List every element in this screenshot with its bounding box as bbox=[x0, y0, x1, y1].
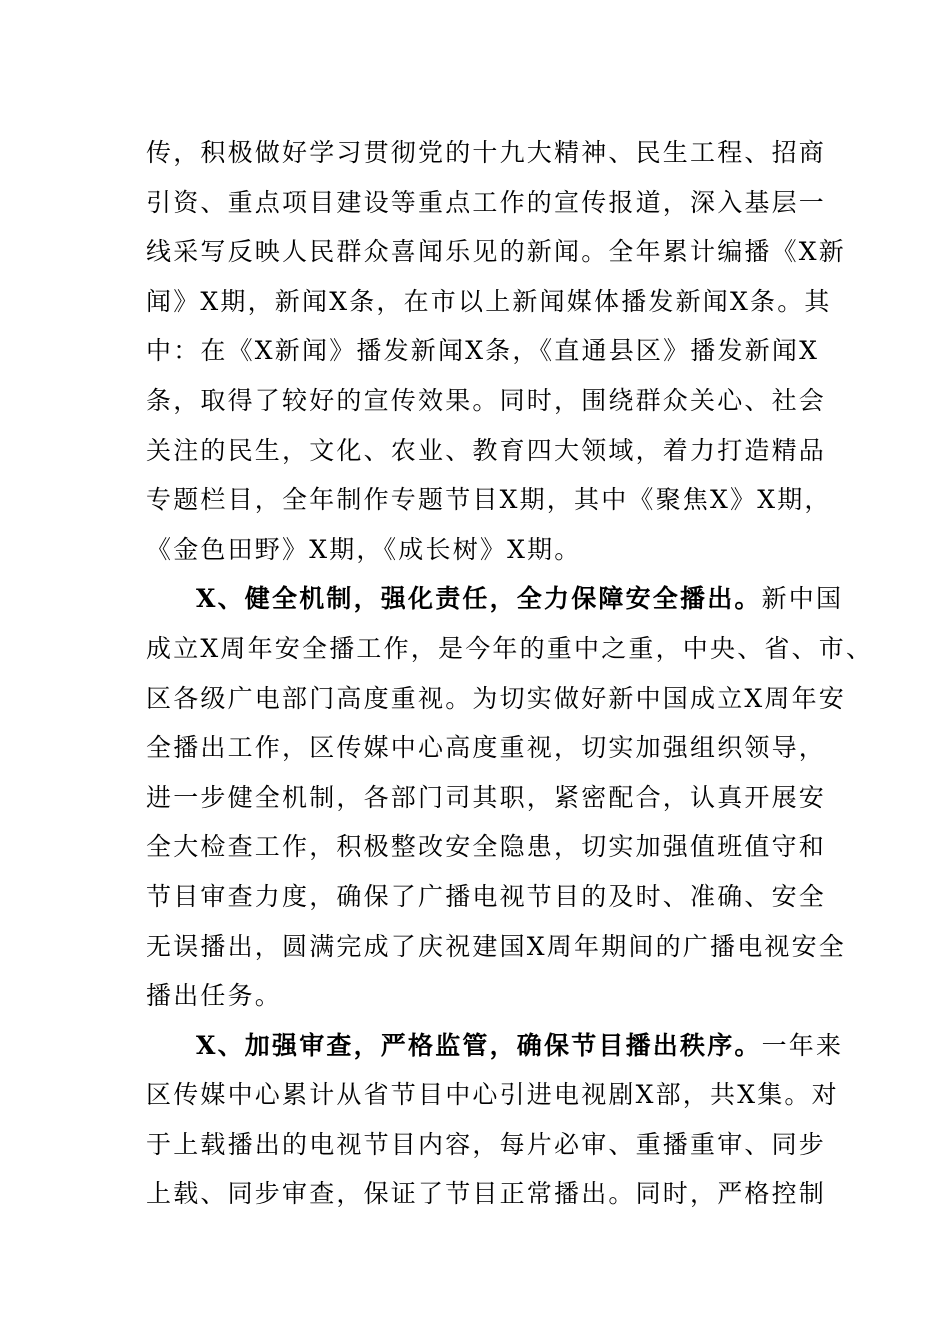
p2-line-1: 成立X周年安全播工作，是今年的重中之重，中央、省、市、 bbox=[146, 633, 874, 663]
p1-line-9: 《金色田野》X期，《成长树》X期。 bbox=[146, 534, 582, 564]
p2-line-8: 播出任务。 bbox=[146, 981, 283, 1011]
p3-first-line bbox=[146, 1021, 844, 1071]
p3-line-3: 上载、同步审查，保证了节目正常播出。同时，严格控制 bbox=[146, 1179, 827, 1209]
p1-line-8: 专题栏目，全年制作专题节目X期，其中《聚焦X》X期， bbox=[146, 485, 832, 515]
p3-first-line-rest: 一年来 bbox=[761, 1030, 844, 1060]
p2-line-5: 全大检查工作，积极整改安全隐患，切实加强值班值守和 bbox=[146, 832, 827, 862]
p1-line-2: 引资、重点项目建设等重点工作的宣传报道，深入基层一 bbox=[146, 187, 827, 217]
p3-line-1: 区传媒中心累计从省节目中心引进电视剧X部，共X集。对 bbox=[146, 1080, 839, 1110]
p2-heading: X、健全机制，强化责任，全力保障安全播出。 bbox=[196, 584, 762, 614]
p1-line-5: 中：在《X新闻》播发新闻X条，《直通县区》播发新闻X bbox=[146, 336, 820, 366]
p3-line-2: 于上载播出的电视节目内容，每片必审、重播重审、同步 bbox=[146, 1129, 827, 1159]
p2-line-4: 进一步健全机制，各部门司其职，紧密配合，认真开展安 bbox=[146, 782, 827, 812]
p1-line-6: 条，取得了较好的宣传效果。同时，围绕群众关心、社会 bbox=[146, 385, 827, 415]
p1-line-4: 闻》X期，新闻X条，在市以上新闻媒体播发新闻X条。其 bbox=[146, 286, 832, 316]
document-body bbox=[146, 128, 874, 1219]
p2-line-3: 全播出工作，区传媒中心高度重视，切实加强组织领导， bbox=[146, 733, 827, 763]
p2-first-line bbox=[146, 574, 844, 624]
p2-first-line-rest: 新中国 bbox=[761, 584, 844, 614]
p1-line-7: 关注的民生，文化、农业、教育四大领域，着力打造精品 bbox=[146, 435, 827, 465]
p2-line-2: 区各级广电部门高度重视。为切实做好新中国成立X周年安 bbox=[146, 683, 847, 713]
p1-line-1: 传，积极做好学习贯彻党的十九大精神、民生工程、招商 bbox=[146, 138, 827, 167]
p2-line-6: 节目审查力度，确保了广播电视节目的及时、准确、安全 bbox=[146, 881, 827, 911]
p2-line-7: 无误播出，圆满完成了庆祝建国X周年期间的广播电视安全 bbox=[146, 931, 847, 961]
p1-line-3: 线采写反映人民群众喜闻乐见的新闻。全年累计编播《X新 bbox=[146, 237, 847, 267]
p3-heading: X、加强审查，严格监管，确保节目播出秩序。 bbox=[196, 1030, 762, 1060]
